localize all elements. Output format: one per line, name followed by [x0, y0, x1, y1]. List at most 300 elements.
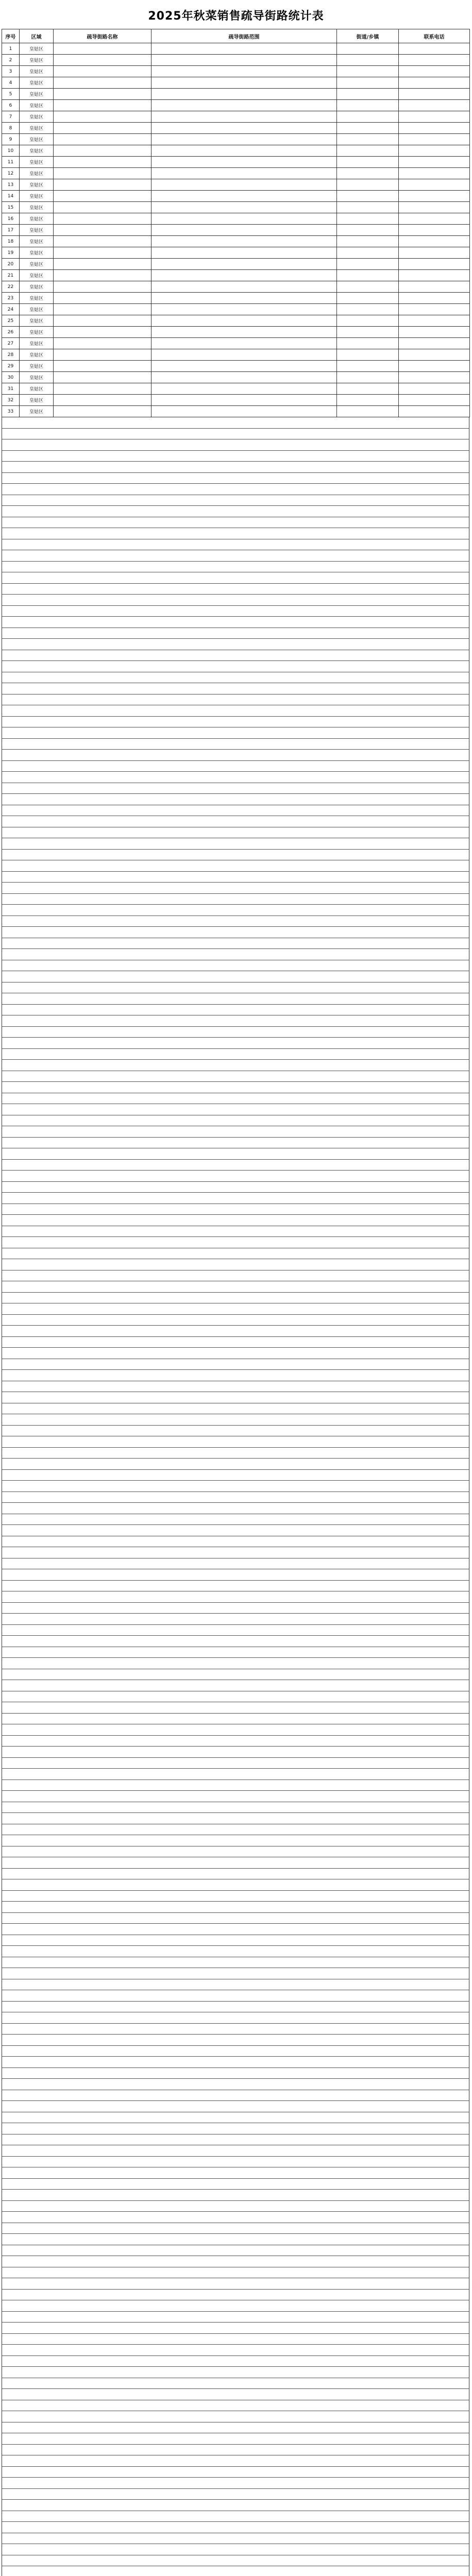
street-range-cell	[151, 281, 337, 293]
contact-phone-cell	[399, 327, 470, 338]
subdistrict-cell	[337, 225, 399, 236]
district-cell: 皇姑区	[20, 338, 54, 349]
table-row-line	[2, 1303, 469, 1315]
table-row-line	[2, 1536, 469, 1548]
street-range-cell	[151, 213, 337, 225]
contact-phone-cell	[399, 395, 470, 406]
table-row-line	[2, 1293, 469, 1304]
street-range-cell	[151, 55, 337, 66]
table-row-line	[2, 2245, 469, 2257]
street-name-cell	[54, 191, 151, 202]
table-row	[2, 259, 470, 270]
table-row-line	[2, 2157, 469, 2168]
table-row-line	[2, 2489, 469, 2500]
table-row-line	[2, 1724, 469, 1736]
district-cell: 皇姑区	[20, 43, 54, 55]
table-row-line	[2, 1027, 469, 1038]
table-row-line	[2, 727, 469, 739]
table-row-line	[2, 705, 469, 717]
street-name-cell	[54, 145, 151, 157]
table-row-line	[2, 1691, 469, 1703]
table-row-line	[2, 2079, 469, 2090]
table-row-line	[2, 1736, 469, 1747]
table-row	[2, 55, 470, 66]
table-row-line	[2, 2533, 469, 2545]
street-name-cell	[54, 247, 151, 259]
row-number-cell: 8	[2, 123, 20, 134]
row-number-cell: 17	[2, 225, 20, 236]
street-name-cell	[54, 77, 151, 89]
row-number-cell: 25	[2, 315, 20, 327]
district-cell: 皇姑区	[20, 315, 54, 327]
table-row-line	[2, 2057, 469, 2068]
table-row	[2, 100, 470, 111]
table-row-line	[2, 2323, 469, 2334]
subdistrict-cell	[337, 349, 399, 361]
street-range-cell	[151, 179, 337, 191]
table-row-line	[2, 1436, 469, 1448]
table-row-line	[2, 1769, 469, 1780]
table-row-line	[2, 1093, 469, 1105]
table-row	[2, 89, 470, 100]
row-number-cell: 19	[2, 247, 20, 259]
district-cell: 皇姑区	[20, 145, 54, 157]
street-range-cell	[151, 361, 337, 372]
table-row-line	[2, 650, 469, 662]
table-row-line	[2, 783, 469, 794]
street-range-cell	[151, 100, 337, 111]
table-row-line	[2, 2422, 469, 2434]
contact-phone-cell	[399, 372, 470, 383]
table-row-line	[2, 1924, 469, 1935]
table-row-line	[2, 606, 469, 617]
table-row-line	[2, 2123, 469, 2134]
table-row-line	[2, 1403, 469, 1415]
table-row-line	[2, 562, 469, 573]
district-cell: 皇姑区	[20, 168, 54, 179]
subdistrict-cell	[337, 55, 399, 66]
table-row-line	[2, 1514, 469, 1526]
contact-phone-cell	[399, 111, 470, 123]
street-range-cell	[151, 247, 337, 259]
subdistrict-cell	[337, 236, 399, 247]
table-row-line	[2, 2190, 469, 2201]
table-row-line	[2, 1647, 469, 1658]
table-row-line	[2, 1148, 469, 1160]
contact-phone-cell	[399, 145, 470, 157]
street-range-cell	[151, 304, 337, 315]
table-row-line	[2, 1625, 469, 1636]
data-table	[2, 29, 470, 417]
street-range-cell	[151, 372, 337, 383]
row-number-cell: 29	[2, 361, 20, 372]
row-number-cell: 26	[2, 327, 20, 338]
table-row	[2, 134, 470, 145]
street-range-cell	[151, 236, 337, 247]
table-row-line	[2, 661, 469, 672]
table-row-line	[2, 1481, 469, 1492]
table-row-line	[2, 1049, 469, 1060]
table-row	[2, 77, 470, 89]
district-cell: 皇姑区	[20, 247, 54, 259]
contact-phone-cell	[399, 202, 470, 213]
street-range-cell	[151, 395, 337, 406]
table-row-line	[2, 2511, 469, 2522]
table-row-line	[2, 1337, 469, 1348]
district-cell: 皇姑区	[20, 349, 54, 361]
table-row	[2, 293, 470, 304]
table-row-line	[2, 2356, 469, 2367]
street-range-cell	[151, 383, 337, 395]
table-row-line	[2, 1171, 469, 1182]
district-cell: 皇姑区	[20, 179, 54, 191]
row-number-cell: 9	[2, 134, 20, 145]
street-name-cell	[54, 202, 151, 213]
table-row-line	[2, 2012, 469, 2024]
street-range-cell	[151, 66, 337, 77]
table-row-line	[2, 1459, 469, 1470]
table-row-line	[2, 429, 469, 440]
table-row-line	[2, 1270, 469, 1282]
table-row-line	[2, 1946, 469, 1957]
table-row-line	[2, 1869, 469, 1880]
row-number-cell: 7	[2, 111, 20, 123]
table-row-line	[2, 1591, 469, 1603]
district-cell: 皇姑区	[20, 213, 54, 225]
table-row-line	[2, 2290, 469, 2301]
row-number-cell: 27	[2, 338, 20, 349]
street-range-cell	[151, 111, 337, 123]
subdistrict-cell	[337, 77, 399, 89]
table-body	[2, 43, 470, 417]
table-row-line	[2, 1392, 469, 1403]
table-row-line	[2, 971, 469, 982]
table-row-line	[2, 1414, 469, 1426]
table-row-line	[2, 595, 469, 606]
street-name-cell	[54, 179, 151, 191]
row-number-cell: 31	[2, 383, 20, 395]
street-name-cell	[54, 89, 151, 100]
table-row-line	[2, 2445, 469, 2456]
table-row-line	[2, 1426, 469, 1437]
table-row-line	[2, 1780, 469, 1791]
table-row-line	[2, 1248, 469, 1260]
table-row	[2, 123, 470, 134]
street-range-cell	[151, 202, 337, 213]
column-header: 联系电话	[399, 29, 470, 43]
contact-phone-cell	[399, 315, 470, 327]
table-row-line	[2, 1448, 469, 1459]
table-row-line	[2, 2134, 469, 2146]
table-row-line	[2, 1879, 469, 1891]
subdistrict-cell	[337, 100, 399, 111]
table-row-line	[2, 761, 469, 772]
contact-phone-cell	[399, 179, 470, 191]
table-row-line	[2, 2090, 469, 2102]
table-row-line	[2, 1005, 469, 1016]
row-number-cell: 10	[2, 145, 20, 157]
table-row-line	[2, 993, 469, 1005]
street-name-cell	[54, 395, 151, 406]
table-row-line	[2, 916, 469, 927]
subdistrict-cell	[337, 361, 399, 372]
table-row	[2, 281, 470, 293]
street-name-cell	[54, 43, 151, 55]
contact-phone-cell	[399, 100, 470, 111]
row-number-cell: 22	[2, 281, 20, 293]
subdistrict-cell	[337, 406, 399, 417]
table-row-line	[2, 1614, 469, 1625]
contact-phone-cell	[399, 77, 470, 89]
table-row	[2, 327, 470, 338]
table-row-line	[2, 1115, 469, 1127]
table-row-line	[2, 2035, 469, 2046]
contact-phone-cell	[399, 66, 470, 77]
table-row	[2, 213, 470, 225]
table-row-line	[2, 2046, 469, 2057]
table-row-line	[2, 1569, 469, 1581]
page-title: 2025年秋菜销售疏导街路统计表	[148, 10, 324, 23]
contact-phone-cell	[399, 89, 470, 100]
street-name-cell	[54, 315, 151, 327]
subdistrict-cell	[337, 259, 399, 270]
table-row	[2, 395, 470, 406]
column-header: 疏导街路名称	[54, 29, 151, 43]
subdistrict-cell	[337, 43, 399, 55]
table-row-line	[2, 1802, 469, 1814]
subdistrict-cell	[337, 145, 399, 157]
table-row-line	[2, 960, 469, 972]
subdistrict-cell	[337, 270, 399, 281]
table-row	[2, 179, 470, 191]
table-row-line	[2, 2101, 469, 2112]
table-row	[2, 270, 470, 281]
table-row-line	[2, 2201, 469, 2212]
street-range-cell	[151, 43, 337, 55]
table-row-line	[2, 894, 469, 905]
table-row-line	[2, 772, 469, 783]
table-row-line	[2, 473, 469, 484]
table-row-line	[2, 1259, 469, 1270]
contact-phone-cell	[399, 225, 470, 236]
street-name-cell	[54, 100, 151, 111]
street-name-cell	[54, 361, 151, 372]
table-row	[2, 383, 470, 395]
table-row-line	[2, 462, 469, 473]
street-name-cell	[54, 304, 151, 315]
row-number-cell: 5	[2, 89, 20, 100]
column-header: 序号	[2, 29, 20, 43]
district-cell: 皇姑区	[20, 236, 54, 247]
contact-phone-cell	[399, 338, 470, 349]
table-row-line	[2, 617, 469, 628]
contact-phone-cell	[399, 281, 470, 293]
street-name-cell	[54, 338, 151, 349]
row-number-cell: 33	[2, 406, 20, 417]
table-row-line	[2, 1370, 469, 1381]
table-row-line	[2, 1359, 469, 1370]
street-name-cell	[54, 406, 151, 417]
table-row-line	[2, 1071, 469, 1082]
table-row-line	[2, 1525, 469, 1536]
row-number-cell: 21	[2, 270, 20, 281]
district-cell: 皇姑区	[20, 281, 54, 293]
street-name-cell	[54, 157, 151, 168]
table-row	[2, 168, 470, 179]
table-row-line	[2, 1237, 469, 1248]
contact-phone-cell	[399, 191, 470, 202]
street-name-cell	[54, 372, 151, 383]
table-row-line	[2, 2411, 469, 2422]
street-name-cell	[54, 383, 151, 395]
table-row-line	[2, 2002, 469, 2013]
table-row-line	[2, 1902, 469, 1913]
table-row-line	[2, 805, 469, 817]
contact-phone-cell	[399, 270, 470, 281]
street-range-cell	[151, 327, 337, 338]
row-number-cell: 15	[2, 202, 20, 213]
table-row-line	[2, 2234, 469, 2245]
street-name-cell	[54, 293, 151, 304]
street-name-cell	[54, 236, 151, 247]
table-row-line	[2, 1835, 469, 1846]
row-number-cell: 14	[2, 191, 20, 202]
street-range-cell	[151, 157, 337, 168]
table-row	[2, 315, 470, 327]
contact-phone-cell	[399, 259, 470, 270]
district-cell: 皇姑区	[20, 111, 54, 123]
subdistrict-cell	[337, 168, 399, 179]
table-row-line	[2, 750, 469, 761]
district-cell: 皇姑区	[20, 157, 54, 168]
table-row-line	[2, 1603, 469, 1614]
table-row-line	[2, 528, 469, 539]
street-name-cell	[54, 134, 151, 145]
table-row-line	[2, 1990, 469, 2002]
table-row-line	[2, 1957, 469, 1969]
table-row-line	[2, 517, 469, 529]
table-row-line	[2, 1979, 469, 1991]
row-number-cell: 32	[2, 395, 20, 406]
row-number-cell: 3	[2, 66, 20, 77]
table-row-line	[2, 672, 469, 684]
table-row-line	[2, 694, 469, 706]
street-range-cell	[151, 89, 337, 100]
table-row-line	[2, 495, 469, 506]
street-range-cell	[151, 123, 337, 134]
table-row	[2, 225, 470, 236]
table-row-line	[2, 2167, 469, 2179]
subdistrict-cell	[337, 338, 399, 349]
table-header-row	[2, 29, 470, 43]
table-row-line	[2, 2312, 469, 2323]
table-row-line	[2, 1082, 469, 1093]
table-row-line	[2, 1060, 469, 1071]
subdistrict-cell	[337, 213, 399, 225]
table-row-line	[2, 1326, 469, 1337]
table-row-line	[2, 1038, 469, 1049]
table-row	[2, 304, 470, 315]
table-row-line	[2, 949, 469, 960]
table-row-line	[2, 1891, 469, 1902]
table-row	[2, 157, 470, 168]
street-name-cell	[54, 281, 151, 293]
row-number-cell: 16	[2, 213, 20, 225]
street-range-cell	[151, 259, 337, 270]
row-number-cell: 6	[2, 100, 20, 111]
contact-phone-cell	[399, 157, 470, 168]
table-row-line	[2, 2500, 469, 2511]
table-row	[2, 349, 470, 361]
subdistrict-cell	[337, 89, 399, 100]
table-row-line	[2, 1215, 469, 1226]
contact-phone-cell	[399, 134, 470, 145]
street-name-cell	[54, 213, 151, 225]
street-name-cell	[54, 168, 151, 179]
row-number-cell: 4	[2, 77, 20, 89]
table-row-line	[2, 1581, 469, 1592]
table-row-line	[2, 1813, 469, 1824]
table-row-line	[2, 1503, 469, 1514]
table-row-line	[2, 1558, 469, 1570]
subdistrict-cell	[337, 315, 399, 327]
table-row-line	[2, 794, 469, 805]
table-row-line	[2, 572, 469, 584]
row-number-cell: 18	[2, 236, 20, 247]
subdistrict-cell	[337, 327, 399, 338]
table-row-line	[2, 927, 469, 938]
row-number-cell: 23	[2, 293, 20, 304]
table-row-line	[2, 827, 469, 839]
subdistrict-cell	[337, 383, 399, 395]
table-row-line	[2, 2522, 469, 2533]
table-row-line	[2, 2145, 469, 2157]
contact-phone-cell	[399, 43, 470, 55]
table-row	[2, 202, 470, 213]
table-row-line	[2, 1846, 469, 1858]
table-row-line	[2, 2179, 469, 2190]
table-row-line	[2, 838, 469, 850]
table-row-line	[2, 905, 469, 916]
table-row-line	[2, 2267, 469, 2279]
table-row	[2, 43, 470, 55]
district-cell: 皇姑区	[20, 77, 54, 89]
table-row-line	[2, 484, 469, 495]
contact-phone-cell	[399, 55, 470, 66]
table-row-line	[2, 2467, 469, 2478]
subdistrict-cell	[337, 179, 399, 191]
table-row-line	[2, 1126, 469, 1138]
table-row-line	[2, 872, 469, 883]
district-cell: 皇姑区	[20, 89, 54, 100]
table-row-line	[2, 2345, 469, 2356]
table-row-line	[2, 506, 469, 517]
contact-phone-cell	[399, 123, 470, 134]
row-number-cell: 13	[2, 179, 20, 191]
street-range-cell	[151, 168, 337, 179]
contact-phone-cell	[399, 304, 470, 315]
table-row-line	[2, 2068, 469, 2079]
table-row-line	[2, 2024, 469, 2035]
contact-phone-cell	[399, 247, 470, 259]
street-name-cell	[54, 66, 151, 77]
table-row-line	[2, 883, 469, 894]
table-row	[2, 338, 470, 349]
district-cell: 皇姑区	[20, 304, 54, 315]
district-cell: 皇姑区	[20, 361, 54, 372]
table-row-line	[2, 2278, 469, 2290]
district-cell: 皇姑区	[20, 293, 54, 304]
